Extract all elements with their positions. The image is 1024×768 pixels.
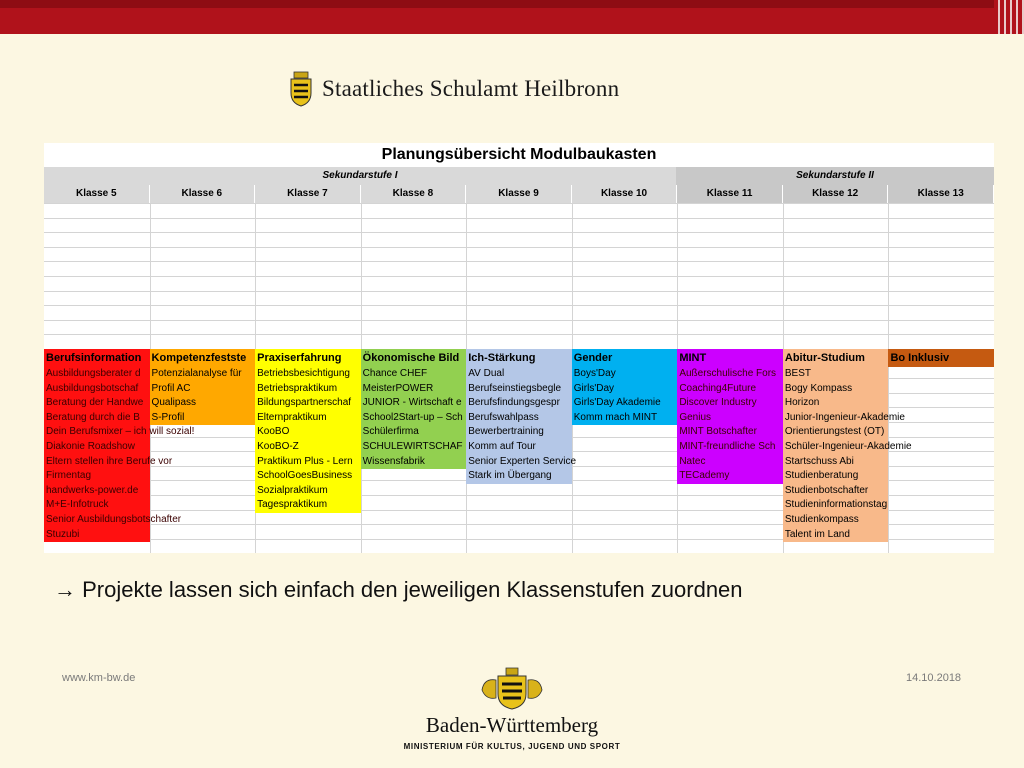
- module-category-header: Gender: [572, 349, 678, 367]
- module-category-header: Ökonomische Bild: [361, 349, 467, 367]
- grid-row-line: [44, 247, 994, 248]
- module-item: Komm auf Tour: [466, 440, 572, 455]
- coat-of-arms-icon: [288, 71, 314, 107]
- module-item: BEST: [783, 367, 889, 382]
- module-item: Studienbotschafter: [783, 484, 889, 499]
- klasse-header-cell: Klasse 13: [888, 185, 994, 203]
- grid-row-line: [44, 218, 994, 219]
- state-name: Baden-Württemberg: [425, 713, 599, 737]
- module-item: Talent im Land: [783, 528, 889, 543]
- module-column: [466, 349, 577, 484]
- module-item: MINT-freundliche Sch: [677, 440, 783, 455]
- module-item: Diakonie Roadshow: [44, 440, 150, 455]
- module-category-header: Bo Inklusiv: [888, 349, 994, 367]
- table-title: Planungsübersicht Modulbaukasten: [381, 146, 657, 163]
- module-item: Coaching4Future: [677, 382, 783, 397]
- module-column: [361, 349, 467, 469]
- module-category-header: Abitur-Studium: [783, 349, 889, 367]
- stage-label-sek1: Sekundarstufe I: [44, 167, 676, 185]
- module-item: Dein Berufsmixer – ich will sozial!: [44, 425, 150, 440]
- slide-header: [288, 68, 619, 110]
- module-item: Boys'Day: [572, 367, 678, 382]
- module-category-header: Berufsinformation: [44, 349, 150, 367]
- module-item: Stuzubi: [44, 528, 150, 543]
- module-item: Stark im Übergang: [466, 469, 572, 484]
- module-item: Bogy Kompass: [783, 382, 889, 397]
- top-banner-shade: [0, 0, 1024, 8]
- module-item: Senior Ausbildungsbotschafter: [44, 513, 150, 528]
- page-title: Staatliches Schulamt Heilbronn: [322, 76, 620, 101]
- module-item: Studieninformationstag: [783, 498, 889, 513]
- module-item: M+E-Infotruck: [44, 498, 150, 513]
- module-item: Firmentag: [44, 469, 150, 484]
- module-item: Schülerfirma: [361, 425, 467, 440]
- module-item: JUNIOR - Wirtschaft e: [361, 396, 467, 411]
- module-item: Studienkompass: [783, 513, 889, 528]
- module-item: Außerschulische Fors: [677, 367, 783, 382]
- module-category-header: Ich-Stärkung: [466, 349, 572, 367]
- grid-row-line: [44, 291, 994, 292]
- module-item: Sozialpraktikum: [255, 484, 361, 499]
- module-item: Horizon: [783, 396, 889, 411]
- module-item: Berufseinstiegsbegle: [466, 382, 572, 397]
- klasse-header-cell: Klasse 12: [783, 185, 889, 203]
- module-item: Studienberatung: [783, 469, 889, 484]
- module-item: KooBO: [255, 425, 361, 440]
- footer-url[interactable]: www.km-bw.de: [62, 672, 136, 684]
- module-column: [783, 349, 912, 542]
- planning-table: [44, 143, 994, 553]
- klasse-header-cell: Klasse 11: [677, 185, 783, 203]
- module-item: Berufswahlpass: [466, 411, 572, 426]
- module-item: MeisterPOWER: [361, 382, 467, 397]
- module-item: Senior Experten Service: [466, 455, 572, 470]
- module-item: School2Start-up – Sch: [361, 411, 467, 426]
- grid-col-line: [888, 203, 889, 553]
- grid-row-line: [44, 334, 994, 335]
- klasse-header-cell: Klasse 8: [361, 185, 467, 203]
- module-item: Orientierungstest (OT): [783, 425, 889, 440]
- module-item: Elternpraktikum: [255, 411, 361, 426]
- module-item: Natec: [677, 455, 783, 470]
- module-item: Tagespraktikum: [255, 498, 361, 513]
- module-item: Chance CHEF: [361, 367, 467, 382]
- footer-date: 14.10.2018: [906, 672, 962, 684]
- klasse-header-cell: Klasse 6: [150, 185, 256, 203]
- module-item: KooBO-Z: [255, 440, 361, 455]
- module-item: Potenzialanalyse für: [150, 367, 256, 382]
- module-column: [150, 349, 256, 425]
- module-column: [572, 349, 678, 425]
- ministry-name: MINISTERIUM FÜR KULTUS, JUGEND UND SPORT: [403, 742, 621, 751]
- module-category-header: Praxiserfahrung: [255, 349, 361, 367]
- module-item: Komm mach MINT: [572, 411, 678, 426]
- grid-row-line: [44, 320, 994, 321]
- module-item: MINT Botschafter: [677, 425, 783, 440]
- module-column: [888, 349, 994, 367]
- module-item: Discover Industry: [677, 396, 783, 411]
- module-category-header: Kompetenzfestste: [150, 349, 256, 367]
- module-item: Ausbildungsbotschaf: [44, 382, 150, 397]
- grid-row-line: [44, 305, 994, 306]
- module-item: SCHULEWIRTSCHAF: [361, 440, 467, 455]
- module-item: Ausbildungsberater d: [44, 367, 150, 382]
- caption-text: → Projekte lassen sich einfach den jeweiligen Klassenstufen zuordnen: [54, 577, 743, 602]
- module-item: SchoolGoesBusiness: [255, 469, 361, 484]
- top-banner: [0, 0, 1024, 34]
- module-item: Girls'Day: [572, 382, 678, 397]
- klasse-header-cell: Klasse 9: [466, 185, 572, 203]
- module-item: Genius: [677, 411, 783, 426]
- module-item: Girls'Day Akademie: [572, 396, 678, 411]
- module-item: Startschuss Abi: [783, 455, 889, 470]
- module-item: Bildungspartnerschaf: [255, 396, 361, 411]
- module-item: Betriebsbesichtigung: [255, 367, 361, 382]
- grid-row-line: [44, 261, 994, 262]
- module-item: Schüler-Ingenieur-Akademie: [783, 440, 889, 455]
- module-item: Junior-Ingenieur-Akademie: [783, 411, 889, 426]
- module-item: AV Dual: [466, 367, 572, 382]
- module-item: handwerks-power.de: [44, 484, 150, 499]
- grid-row-line: [44, 232, 994, 233]
- state-coat-of-arms-icon: [476, 666, 548, 710]
- top-banner-stripes: [994, 0, 1024, 34]
- module-item: Profil AC: [150, 382, 256, 397]
- module-item: Berufsfindungsgespr: [466, 396, 572, 411]
- module-item: Qualipass: [150, 396, 256, 411]
- module-column: [255, 349, 361, 513]
- grid-row-line: [44, 276, 994, 277]
- module-category-header: MINT: [677, 349, 783, 367]
- module-item: Praktikum Plus - Lern: [255, 455, 361, 470]
- module-item: Beratung der Handwe: [44, 396, 150, 411]
- klasse-header-cell: Klasse 10: [572, 185, 678, 203]
- module-item: S-Profil: [150, 411, 256, 426]
- module-item: TECademy: [677, 469, 783, 484]
- grid-row-line: [44, 203, 994, 204]
- module-item: Bewerbertraining: [466, 425, 572, 440]
- klasse-header-cell: Klasse 7: [255, 185, 361, 203]
- module-column: [677, 349, 783, 484]
- module-item: Eltern stellen ihre Berufe vor: [44, 455, 150, 470]
- stage-label-sek2: Sekundarstufe II: [676, 167, 994, 185]
- module-item: Wissensfabrik: [361, 455, 467, 470]
- klasse-header-cell: Klasse 5: [44, 185, 150, 203]
- module-item: Betriebspraktikum: [255, 382, 361, 397]
- module-item: Beratung durch die B: [44, 411, 150, 426]
